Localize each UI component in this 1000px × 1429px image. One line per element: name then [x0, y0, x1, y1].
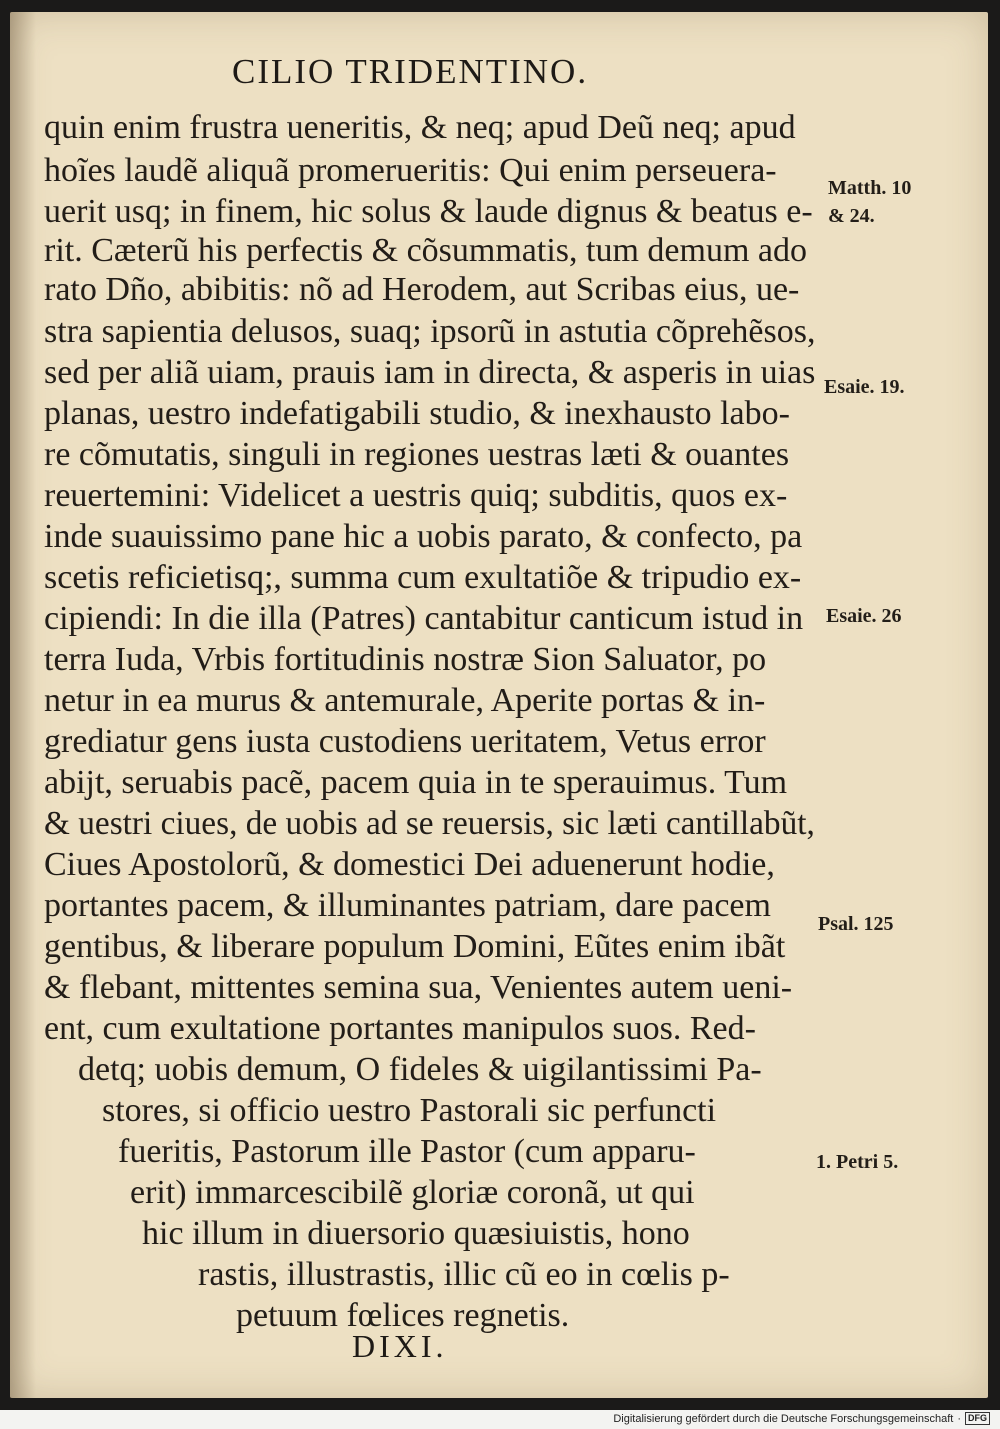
margin-note: 1. Petri 5.: [816, 1151, 899, 1173]
text-line: planas, uestro indefatigabili studio, & inexhausto labo-: [44, 395, 790, 432]
text-line: detq; uobis demum, O fideles & uigilantissimi Pa-: [78, 1051, 762, 1088]
text-line: rit. Cæterũ his perfectis & cõsummatis, tum demum ado: [44, 232, 807, 269]
text-line: quin enim frustra ueneritis, & neq; apud Deũ neq; apud: [44, 109, 796, 146]
text-line: terra Iuda, Vrbis fortitudinis nostræ Sion Saluator, po: [44, 641, 767, 678]
text-line: portantes pacem, & illuminantes patriam, dare pacem: [44, 887, 771, 924]
text-line: inde suauissimo pane hic a uobis parato, & confecto, pa: [44, 518, 803, 555]
text-line: stra sapientia delusos, suaq; ipsorũ in astutia cõprehẽsos,: [44, 313, 816, 350]
text-line: abijt, seruabis pacẽ, pacem quia in te sperauimus. Tum: [44, 764, 788, 801]
text-line: uerit usq; in finem, hic solus & laude dignus & beatus e-: [44, 193, 813, 230]
margin-note: Esaie. 19.: [824, 376, 905, 398]
text-line: grediatur gens iusta custodiens ueritatem, Vetus error: [44, 723, 766, 760]
text-line: gentibus, & liberare populum Domini, Eũtes enim ibãt: [44, 928, 786, 965]
text-line: scetis reficietisq;, summa cum exultatiõe & tripudio ex-: [44, 559, 802, 596]
margin-note: Esaie. 26: [826, 605, 902, 627]
text-line: fueritis, Pastorum ille Pastor (cum apparu-: [118, 1133, 696, 1170]
text-line: & flebant, mittentes semina sua, Venientes autem ueni-: [44, 969, 793, 1006]
text-line: ent, cum exultatione portantes manipulos suos. Red-: [44, 1010, 756, 1047]
footer-credit: Digitalisierung gefördert durch die Deutsche Forschungsgemeinschaft: [613, 1412, 954, 1425]
text-line: stores, si officio uestro Pastorali sic perfuncti: [102, 1092, 717, 1129]
page-gutter: [10, 12, 36, 1398]
text-line: rato Dño, abibitis: nõ ad Herodem, aut Scribas eius, ue-: [44, 271, 800, 308]
running-head: CILIO TRIDENTINO.: [232, 52, 589, 91]
text-line: cipiendi: In die illa (Patres) cantabitur canticum istud in: [44, 600, 804, 637]
margin-note: Matth. 10: [828, 177, 912, 199]
text-line: hic illum in diuersorio quæsiuistis, hono: [142, 1215, 690, 1252]
text-line: reuertemini: Videlicet a uestris quiq; subditis, quos ex-: [44, 477, 788, 514]
dfg-logo: DFG: [965, 1412, 990, 1425]
margin-note: Psal. 125: [818, 913, 894, 935]
text-line: petuum fœlices regnetis.: [236, 1297, 570, 1334]
separator-dot: ·: [957, 1412, 961, 1425]
text-line: netur in ea murus & antemurale, Aperite portas & in-: [44, 682, 766, 719]
margin-note: & 24.: [828, 205, 875, 227]
text-line: Ciues Apostolorũ, & domestici Dei aduenerunt hodie,: [44, 846, 775, 883]
text-line: hoĩes laudẽ aliquã promerueritis: Qui enim perseuera-: [44, 152, 777, 189]
colophon: DIXI.: [352, 1328, 448, 1364]
text-line: rastis, illustrastis, illic cũ eo in cœlis p-: [198, 1256, 730, 1293]
text-line: erit) immarcescibilẽ gloriæ coronã, ut qui: [130, 1174, 695, 1211]
digitization-footer: [613, 1412, 990, 1425]
text-line: re cõmutatis, singuli in regiones uestras læti & ouantes: [44, 436, 790, 473]
text-line: sed per aliã uiam, prauis iam in directa, & asperis in uias: [44, 354, 816, 391]
text-line: & uestri ciues, de uobis ad se reuersis, sic læti cantillabũt,: [44, 805, 815, 842]
